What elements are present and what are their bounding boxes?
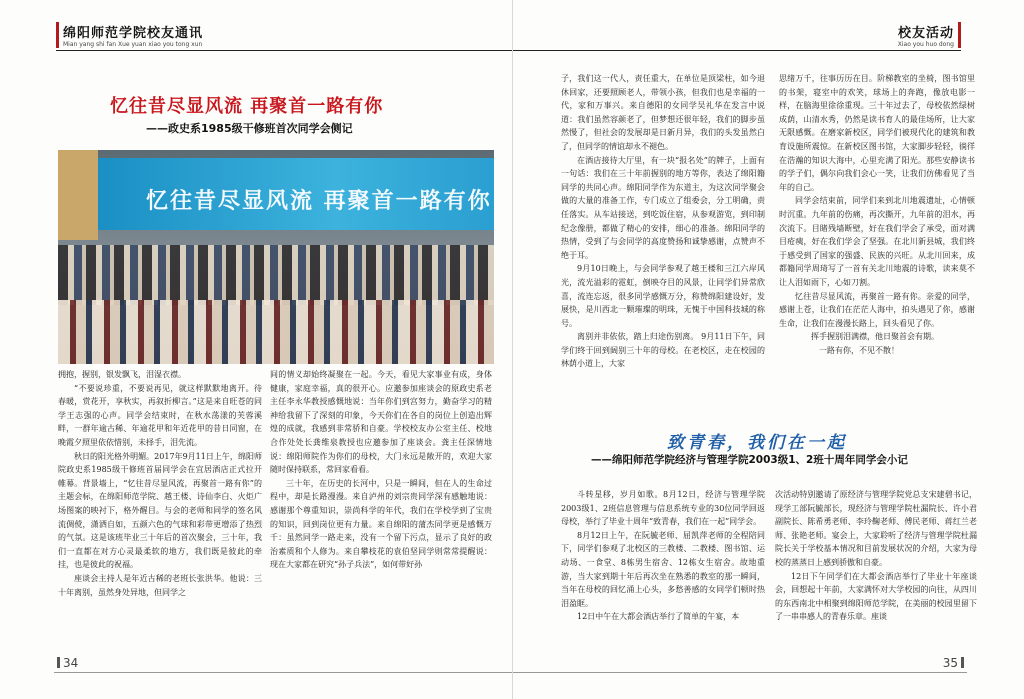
paragraph: 座谈会主持人是年近古稀的老班长张洪华。他说：三十年离别，虽然身处异地，但同学之 xyxy=(58,573,262,597)
paragraph: 9月10日晚上，与会同学参观了越王楼和三江六岸风光，流光溢彩的霓虹，倒映夺目的风景，让同学们异常欣喜，流连忘返，很多同学感慨万分，称赞绵阳建设好，发展快，是川西北一颗璀璨的明珠，无愧于中国科技城的称号。 xyxy=(561,264,765,328)
left-header-title: 绵阳师范学院校友通讯 xyxy=(63,26,204,41)
right-header-title: 校友活动 xyxy=(897,26,954,41)
left-header xyxy=(56,22,203,48)
paragraph: 同学会结束前，同学们来到北川地震遗址，心情顿时沉重。九年前的伤痛，再次撕开，九年前的泪水，再次流下。目睹残墙断壁，好在我们学会了承受，面对满目疮痍，好在我们学会了坚强。在北川新县城，我们终于感受到了国家的强盛、民族的兴旺。从北川回来，成都籍同学周琦写了一首有关北川地震的诗歌，读来莫不让人泪如雨下，心如刀割。 xyxy=(779,196,975,287)
right-header-rule xyxy=(513,50,961,51)
paragraph: 12日下午同学们在大都会酒店举行了毕业十年座谈会，回想起十年前，大家满怀对大学校园的向往，从四川的东西南北中相聚到绵阳师范学院，在美丽的校园里留下了一串串感人的青春乐章。座谈 xyxy=(775,571,977,622)
left-header-subtitle: Mian yang shi fan Xue yuan xiao you tong xun xyxy=(63,41,203,48)
paragraph: 思绪万千，往事历历在目。阶梯教室的坐椅，图书馆里的书架，寝室中的欢笑，球场上的奔跑，像放电影一样，在脑海里徐徐重现。三十年过去了，母校依然绿树成荫，山清水秀，仍然是读书育人的最佳场所，让大家无限感慨。在磨家新校区，同学们被现代化的建筑和教育设施所震惊。在新校区图书馆，大家脚步轻轻，徜徉在浩瀚的知识大海中，心里充满了阳光。那些安静读书的学子们，偶尔向我们会心一笑，让我们仿佛看见了当年的自己。 xyxy=(779,74,975,192)
paragraph: 12日中午在大都会酒店举行了简单的午宴，本 xyxy=(577,612,740,622)
left-header-rule xyxy=(56,50,512,51)
article2-column-1 xyxy=(561,488,765,624)
paragraph: 8月12日上午，在阮毓老师、屈凯萍老师的全程陪同下，同学们参观了北校区的三教楼、二教楼、图书馆、运动场、一食堂、8栋男生宿舍、12栋女生宿舍。故地重游，当大家到期十年后再次坐在熟悉的教室的那一瞬间，当年在母校的回忆涌上心头，多愁善感的女同学们顿时热泪盈眶。 xyxy=(561,530,765,608)
photo-lamp xyxy=(58,150,98,240)
article1-column-1 xyxy=(58,368,262,599)
article1-subtitle: ——政史系1985级干修班首次同学会侧记 xyxy=(146,122,353,135)
group-photo xyxy=(58,150,494,364)
page-number-marker xyxy=(57,657,60,668)
article1-column-3 xyxy=(561,72,765,371)
paragraph: 次活动特别邀请了原经济与管理学院党总支宋建碧书记，现学工部阮毓部长，现经济与管理学院杜漏院长、许小君副院长、陈希勇老师、李玲鞠老师、傅民老师、蒋红兰老师、张艳老师。宴会上，大家聆听了经济与管理学院杜漏院长关于学校基本情况和目前发展状况的介绍，大家为母校的蒸蒸日上感到骄傲和自豪。 xyxy=(775,490,977,567)
paragraph: 一路有你，不见不散！ xyxy=(819,345,899,355)
photo-banner-text: 忆往昔尽显风流 再聚首一路有你 xyxy=(146,189,492,214)
article2-subtitle: ——绵阳师范学院经济与管理学院2003级1、2班十周年同学会小记 xyxy=(591,454,908,466)
paragraph: 忆往昔尽显风流，再聚首一路有你。亲爱的同学，感谢上苍，让我们在茫茫人海中，拍头遇见了你，感谢生命，让我们在漫漫长路上，回头看见了你。 xyxy=(779,291,975,328)
paragraph: 在酒店接待大厅里，有一块“报名处”的牌子，上面有一句话：我们在三十年前握别的地方等你，表达了绵阳籍同学的共同心声。绵阳同学作为东道主，为这次同学聚会做的大量的准备工作，专门成立了组委会，分工明确，责任落实。从车站接送，到吃饭住宿，从参观游览，到印制纪念像册，都做了精心的安排，细心的准备。绵阳同学的热情，受到了与会同学的高度赞扬和诚挚感谢，点赞声不绝于耳。 xyxy=(561,155,765,260)
paragraph: 三十年，在历史的长河中，只是一瞬间，但在人的生命过程中，却是长路漫漫。来自泸州的刘宗贵同学深有感触地说：感谢那个尊重知识，崇尚科学的年代，我们在学校学到了宝贵的知识，回到岗位更有力量。来自绵阳的蒲杰同学更是感慨万千：虽然同学一路走来，没有一个留下污点，显示了良好的政治素质和个人修为。来自攀枝花的袁伯坚同学则常常提醒说：现在大家都在研究“孙子兵法”，如何带好孙 xyxy=(270,478,492,570)
paragraph: 间的情义却始终凝聚在一起。今天，看见大家事业有成，身体健康，家庭幸福，真的很开心。应邀参加座谈会的原政史系老主任李永华教授感慨地说：当年你们到宫努力，勤奋学习的精神给我留下了深刻的印象，今天你们在各自的岗位上创造出辉煌的成就，我感到非常骄和自豪。学校校友办公室主任、校地合作处处长龚维泉教授也应邀参加了座谈会。龚主任深情地说：绵阳师院作为你们的母校，大门永远是敞开的，欢迎大家随时保持联系，常回家看看。 xyxy=(270,370,492,475)
right-page-number: 35 xyxy=(943,656,967,670)
article1-column-4 xyxy=(779,72,975,357)
paragraph: 子，我们这一代人，责任重大，在单位是顶梁柱，如今退休回家，还要照顾老人，带领小孩，但我们也是幸福的一代，家和万事兴。来自德阳的女同学吴礼华在发言中说道：我们虽然容颜老了，但梦想还很年轻，我们的脚步虽然慢了，但社会的发展却是日新月异，我们的头发虽然白了，但同学的情谊却永不褪色。 xyxy=(561,74,765,151)
paragraph: 离别并非依依，踏上归途伤别离。 9月11日下午，同学们终于回到阔别三十年的母校。在老校区，走在校园的林荫小道上，大家 xyxy=(561,332,765,369)
right-footer-rule xyxy=(513,672,967,673)
left-footer-rule xyxy=(54,672,512,673)
right-header-subtitle: Xiao you huo dong xyxy=(897,41,954,48)
article2-column-2 xyxy=(775,488,977,624)
right-page xyxy=(512,0,1024,699)
page-number-marker xyxy=(961,657,964,668)
article1-column-2 xyxy=(270,368,492,572)
right-header xyxy=(898,22,961,48)
paragraph: 斗转星移，岁月如歌。8月12日，经济与管理学院2003级1、2班信息管理与信息系统专业的30位同学回返母校，举行了毕业十周年“致青春，我们在一起”同学会。 xyxy=(561,490,765,527)
article2-title: 致青春，我们在一起 xyxy=(667,433,847,453)
photo-front-row xyxy=(58,300,494,364)
paragraph: “不要说珍重，不要说再见，就这样默默地离开。待春暖，赏花开，享秋实，再叙折柳言。”这是来自旺苍的同学王志强的心声。同学会结束时，在秋水荡漾的芙蓉溪畔，一群年逾古稀、年逾花甲和年近花甲的昔日同窗，在晚霞夕照里依依惜别，未择手，泪先流。 xyxy=(58,383,262,447)
paragraph: 挥手握别泪满襟，他日聚首会有期。 xyxy=(811,332,939,342)
article1-title: 忆往昔尽显风流 再聚首一路有你 xyxy=(110,96,384,117)
paragraph: 秋日的阳光格外明媚。2017年9月11日上午，绵阳师院政史系1985级干修班首届同学会在宜居酒店正式拉开帷幕。背景墙上，“忆往昔尽显风流，再聚首一路有你”的主题会标，在绵阳师范学院、越王楼、诗仙李白、火炬广场图案的映衬下，格外醒目。与会的老师和同学的签名风流倜傥，潇洒自如，五颜六色的气球和彩带更增添了热烈的气氛。这是该班毕业三十年后的首次聚会，三十年，我们一直都在对方心灵最柔软的地方，我们既是彼此的牵挂，也是彼此的祝福。 xyxy=(58,451,262,570)
photo-back-row xyxy=(58,245,494,305)
paragraph: 拥抱，握别，银发飘飞，泪湿衣襟。 xyxy=(58,370,186,379)
left-page-number: 34 xyxy=(54,656,78,670)
